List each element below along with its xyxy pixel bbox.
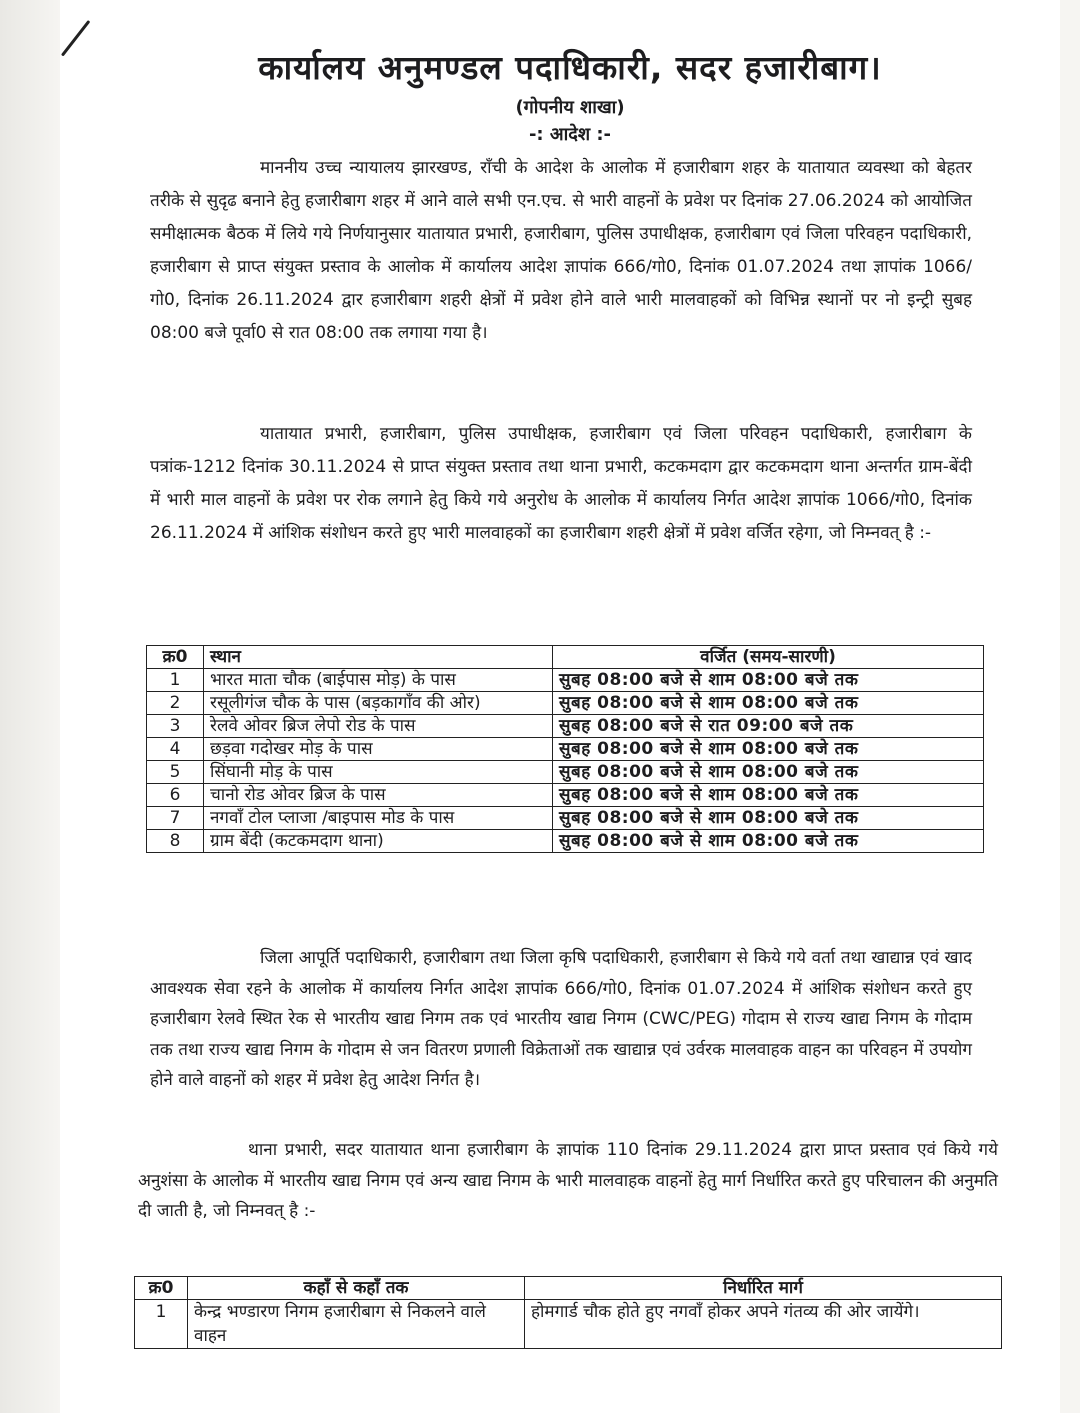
- page-edge-shadow: [0, 0, 60, 1413]
- table-header-row: [135, 1277, 1002, 1300]
- header-serial: क्र0: [135, 1277, 188, 1300]
- row-serial: 5: [147, 761, 204, 784]
- row-time: सुबह 08:00 बजे से शाम 08:00 बजे तक: [553, 784, 984, 807]
- table-row: [147, 692, 984, 715]
- table-row: [135, 1300, 1002, 1349]
- table-row: [147, 807, 984, 830]
- row-time: सुबह 08:00 बजे से शाम 08:00 बजे तक: [553, 807, 984, 830]
- row-serial: 2: [147, 692, 204, 715]
- row-time: सुबह 08:00 बजे से शाम 08:00 बजे तक: [553, 761, 984, 784]
- table-row: [147, 830, 984, 853]
- row-route: होमगार्ड चौक होते हुए नगवाँ होकर अपने गंतव्य की ओर जायेंगे।: [525, 1300, 1002, 1349]
- row-time: सुबह 08:00 बजे से शाम 08:00 बजे तक: [553, 669, 984, 692]
- row-place: ग्राम बेंदी (कटकमदाग थाना): [204, 830, 553, 853]
- order-heading: -: आदेश :-: [528, 124, 612, 145]
- table-row: [147, 715, 984, 738]
- row-place: सिंघानी मोड़ के पास: [204, 761, 553, 784]
- paragraph-2: यातायात प्रभारी, हजारीबाग, पुलिस उपाधीक्षक, हजारीबाग एवं जिला परिवहन पदाधिकारी, हजारीबाग के पत्रांक-1212 दिनांक 30.11.2024 से प्राप्त संयुक्त प्रस्ताव तथा थाना प्रभारी, कटकमदाग द्वार कटकमदाग थाना अन्तर्गत ग्राम-बेंदी में भारी माल वाहनों के प्रवेश पर रोक लगाने हेतु किये गये अनुरोध के आलोक में कार्यालय निर्गत आदेश ज्ञापांक 1066/गो0, दिनांक 26.11.2024 में आंशिक संशोधन करते हुए भारी मालवाहकों का हजारीबाग शहरी क्षेत्रों में प्रवेश वर्जित रहेगा, जो निम्नवत् है :-: [150, 424, 972, 543]
- route-table: [134, 1276, 1002, 1349]
- row-place: नगवाँ टोल प्लाजा /बाइपास मोड के पास: [204, 807, 553, 830]
- header-serial: क्र0: [147, 646, 204, 669]
- header-place: स्थान: [204, 646, 553, 669]
- header-route: निर्धारित मार्ग: [525, 1277, 1002, 1300]
- paragraph-3: जिला आपूर्ति पदाधिकारी, हजारीबाग तथा जिला कृषि पदाधिकारी, हजारीबाग से किये गये वर्ता तथा खाद्यान्न एवं खाद आवश्यक सेवा रहने के आलोक में कार्यालय निर्गत आदेश ज्ञापांक 666/गो0, दिनांक 01.07.2024 में आंशिक संशोधन करते हुए हजारीबाग रेलवे स्थित रेक से भारतीय खाद्य निगम तक एवं भारतीय खाद्य निगम (CWC/PEG) गोदाम से राज्य खाद्य निगम के गोदाम तक तथा राज्य खाद्य निगम के गोदाम से जन वितरण प्रणाली विक्रेताओं तक खाद्यान्न एवं उर्वरक मालवाहक वाहन का परिवहन में उपयोग होने वाले वाहनों को शहर में प्रवेश हेतु आदेश निर्गत है।: [150, 948, 972, 1090]
- row-time: सुबह 08:00 बजे से शाम 08:00 बजे तक: [553, 692, 984, 715]
- table-header-row: [147, 646, 984, 669]
- table-row: [147, 669, 984, 692]
- table-row: [147, 784, 984, 807]
- row-serial: 7: [147, 807, 204, 830]
- row-serial: 8: [147, 830, 204, 853]
- row-serial: 1: [147, 669, 204, 692]
- row-serial: 4: [147, 738, 204, 761]
- row-place: चानो रोड ओवर ब्रिज के पास: [204, 784, 553, 807]
- row-from-to: केन्द्र भण्डारण निगम हजारीबाग से निकलने वाले वाहन: [188, 1300, 525, 1349]
- row-serial: 3: [147, 715, 204, 738]
- restriction-table: [146, 645, 984, 853]
- row-time: सुबह 08:00 बजे से रात 09:00 बजे तक: [553, 715, 984, 738]
- paragraph-4: थाना प्रभारी, सदर यातायात थाना हजारीबाग के ज्ञापांक 110 दिनांक 29.11.2024 द्वारा प्राप्त प्रस्ताव एवं किये गये अनुशंसा के आलोक में भारतीय खाद्य निगम एवं अन्य खाद्य निगम के भारी मालवाहक वाहनों हेतु मार्ग निर्धारित करते हुए परिचालन की अनुमति दी जाती है, जो निम्नवत् है :-: [138, 1140, 998, 1221]
- row-place: रेलवे ओवर ब्रिज लेपो रोड के पास: [204, 715, 553, 738]
- branch-name: (गोपनीय शाखा): [515, 97, 625, 118]
- row-place: भारत माता चौक (बाईपास मोड़) के पास: [204, 669, 553, 692]
- row-time: सुबह 08:00 बजे से शाम 08:00 बजे तक: [553, 830, 984, 853]
- row-serial: 6: [147, 784, 204, 807]
- row-place: छड़वा गदोखर मोड़ के पास: [204, 738, 553, 761]
- office-title: कार्यालय अनुमण्डल पदाधिकारी, सदर हजारीबाग।: [258, 48, 882, 87]
- table-row: [147, 738, 984, 761]
- paragraph-1: माननीय उच्च न्यायालय झारखण्ड, राँची के आदेश के आलोक में हजारीबाग शहर के यातायात व्यवस्था को बेहतर तरीके से सुदृढ बनाने हेतु हजारीबाग शहर में आने वाले सभी एन.एच. से भारी वाहनों के प्रवेश पर दिनांक 27.06.2024 को आयोजित समीक्षात्मक बैठक में लिये गये निर्णयानुसार यातायात प्रभारी, हजारीबाग, पुलिस उपाधीक्षक, हजारीबाग एवं जिला परिवहन पदाधिकारी, हजारीबाग से प्राप्त संयुक्त प्रस्ताव के आलोक में कार्यालय आदेश ज्ञापांक 666/गो0, दिनांक 01.07.2024 तथा ज्ञापांक 1066/गो0, दिनांक 26.11.2024 द्वार हजारीबाग शहरी क्षेत्रों में प्रवेश होने वाले भारी मालवाहकों को विभिन्न स्थानों पर नो इन्ट्री सुबह 08:00 बजे पूर्वा0 से रात 08:00 तक लगाया गया है।: [150, 158, 972, 343]
- table-row: [147, 761, 984, 784]
- header-from-to: कहाँ से कहाँ तक: [188, 1277, 525, 1300]
- header-time: वर्जित (समय-सारणी): [553, 646, 984, 669]
- row-serial: 1: [135, 1300, 188, 1349]
- document-header: [140, 42, 1000, 148]
- row-place: रसूलीगंज चौक के पास (बड़कागाँव की ओर): [204, 692, 553, 715]
- row-time: सुबह 08:00 बजे से शाम 08:00 बजे तक: [553, 738, 984, 761]
